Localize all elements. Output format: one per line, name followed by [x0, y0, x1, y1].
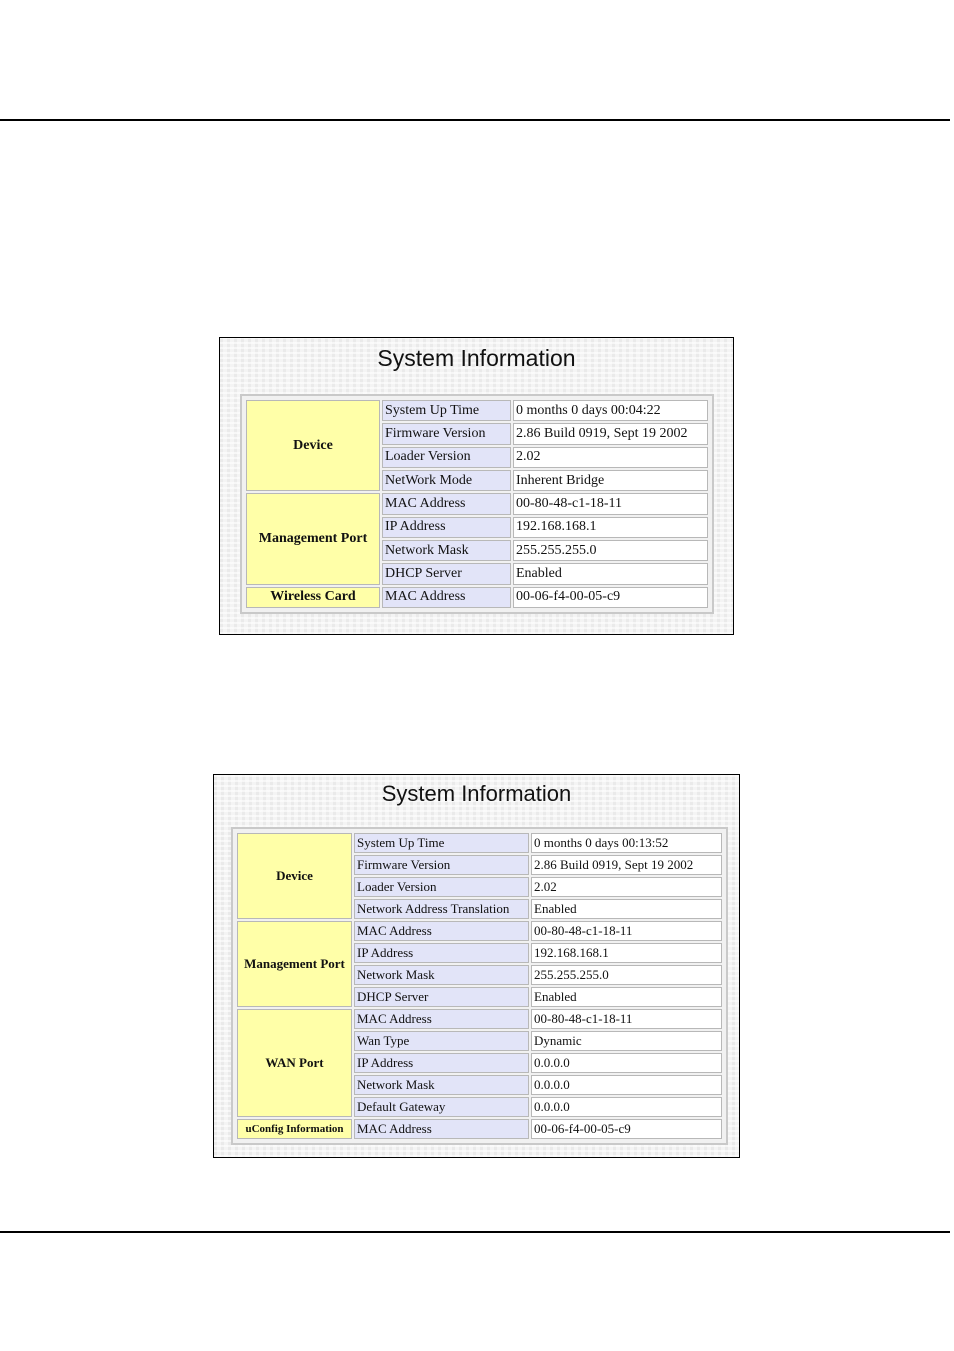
system-info-table	[235, 831, 724, 1141]
row-value: 2.02	[531, 877, 722, 897]
row-label: Firmware Version	[354, 855, 529, 875]
table-row	[237, 833, 722, 853]
header-rule	[0, 119, 950, 121]
table-row	[246, 400, 708, 421]
group-management-port: Management Port	[237, 921, 352, 1007]
info-table-frame	[231, 827, 728, 1145]
group-wan-port: WAN Port	[237, 1009, 352, 1117]
row-label: IP Address	[382, 517, 511, 538]
row-label: Default Gateway	[354, 1097, 529, 1117]
row-value: Dynamic	[531, 1031, 722, 1051]
row-label: Loader Version	[382, 447, 511, 468]
row-label: NetWork Mode	[382, 470, 511, 491]
row-value: Enabled	[531, 987, 722, 1007]
row-value: 192.168.168.1	[531, 943, 722, 963]
row-value: 0.0.0.0	[531, 1053, 722, 1073]
row-value: 2.86 Build 0919, Sept 19 2002	[513, 423, 708, 444]
panel-title: System Information	[377, 345, 576, 371]
row-value: 0 months 0 days 00:04:22	[513, 400, 708, 421]
group-device: Device	[246, 400, 380, 491]
row-value: 192.168.168.1	[513, 517, 708, 538]
row-label: Firmware Version	[382, 423, 511, 444]
row-label: MAC Address	[382, 493, 511, 514]
row-label: IP Address	[354, 943, 529, 963]
table-row	[237, 1119, 722, 1139]
table-row	[237, 921, 722, 941]
system-info-table	[244, 398, 710, 610]
row-label: Network Mask	[354, 965, 529, 985]
row-label: Network Mask	[354, 1075, 529, 1095]
table-row	[246, 587, 708, 608]
row-label: DHCP Server	[382, 563, 511, 584]
row-label: MAC Address	[382, 587, 511, 608]
row-label: Network Address Translation	[354, 899, 529, 919]
row-label: MAC Address	[354, 921, 529, 941]
row-label: MAC Address	[354, 1009, 529, 1029]
row-label: IP Address	[354, 1053, 529, 1073]
row-value: 00-80-48-c1-18-11	[531, 1009, 722, 1029]
row-label: System Up Time	[382, 400, 511, 421]
group-management-port: Management Port	[246, 493, 380, 584]
row-label: DHCP Server	[354, 987, 529, 1007]
panel-title: System Information	[381, 781, 572, 806]
row-value: 0 months 0 days 00:13:52	[531, 833, 722, 853]
group-uconfig-information: uConfig Information	[237, 1119, 352, 1139]
row-value: 255.255.255.0	[513, 540, 708, 561]
row-value: Enabled	[513, 563, 708, 584]
row-value: 00-06-f4-00-05-c9	[531, 1119, 722, 1139]
row-value: 2.02	[513, 447, 708, 468]
system-information-panel-bridge	[219, 337, 734, 635]
row-value: 2.86 Build 0919, Sept 19 2002	[531, 855, 722, 875]
row-label: System Up Time	[354, 833, 529, 853]
row-value: 00-06-f4-00-05-c9	[513, 587, 708, 608]
table-row	[246, 493, 708, 514]
row-value: 0.0.0.0	[531, 1075, 722, 1095]
row-value: Enabled	[531, 899, 722, 919]
row-value: 255.255.255.0	[531, 965, 722, 985]
row-label: MAC Address	[354, 1119, 529, 1139]
group-device: Device	[237, 833, 352, 919]
row-value: Inherent Bridge	[513, 470, 708, 491]
row-label: Network Mask	[382, 540, 511, 561]
system-information-panel-nat	[213, 774, 740, 1158]
row-label: Wan Type	[354, 1031, 529, 1051]
info-table-frame	[240, 394, 714, 614]
row-value: 00-80-48-c1-18-11	[531, 921, 722, 941]
row-label: Loader Version	[354, 877, 529, 897]
footer-rule	[0, 1231, 950, 1233]
group-wireless-card: Wireless Card	[246, 587, 380, 608]
table-row	[237, 1009, 722, 1029]
row-value: 0.0.0.0	[531, 1097, 722, 1117]
row-value: 00-80-48-c1-18-11	[513, 493, 708, 514]
